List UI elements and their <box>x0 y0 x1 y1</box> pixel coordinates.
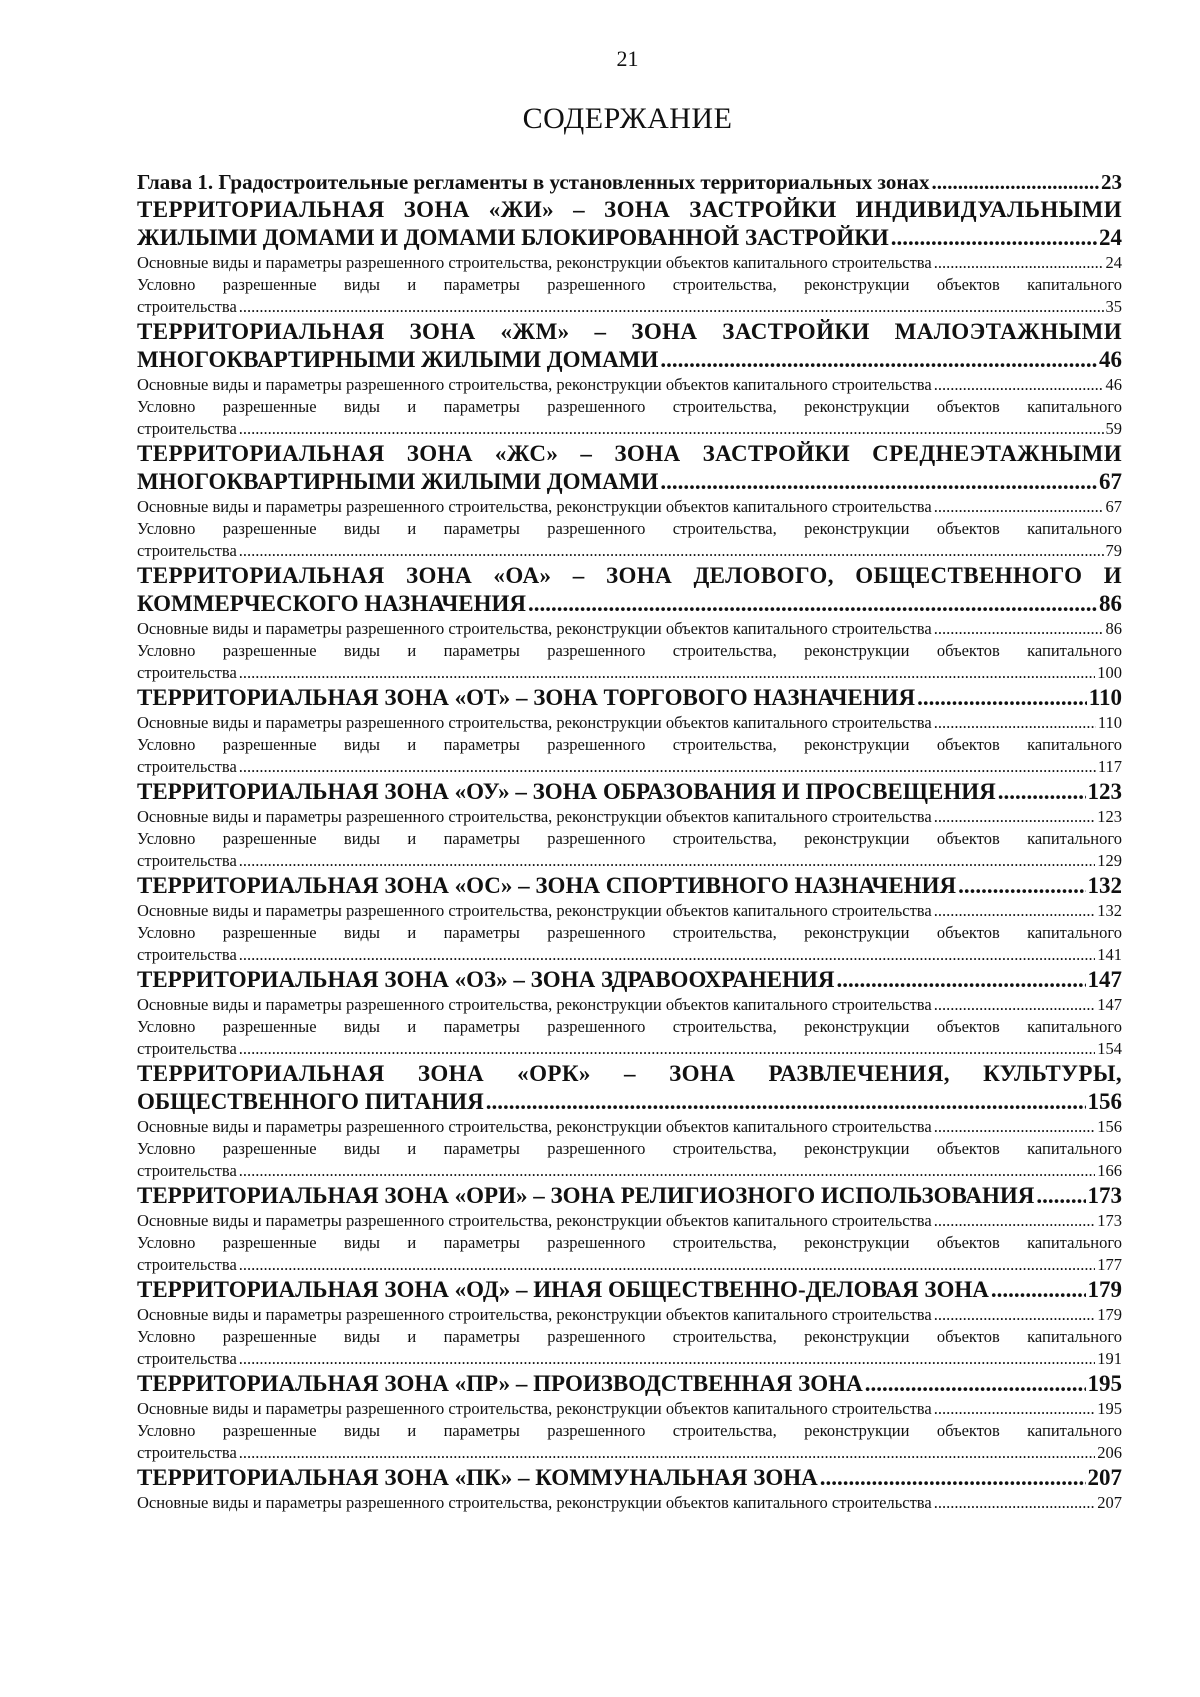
toc-zone-heading-text: ОБЩЕСТВЕННОГО ПИТАНИЯ <box>137 1089 484 1114</box>
toc-zone-heading[interactable] <box>137 872 1122 900</box>
toc-subentry-text: Условно разрешенные виды и параметры разрешенного строительства, реконструкции объектов капитального <box>137 735 1122 754</box>
toc-zone-heading-line <box>137 872 1122 900</box>
leader-dots <box>528 590 1097 618</box>
table-of-contents <box>137 168 1122 1514</box>
leader-dots <box>934 806 1096 828</box>
toc-subentry-main[interactable] <box>137 252 1122 274</box>
leader-dots <box>239 1348 1095 1370</box>
toc-zone-heading[interactable] <box>137 1276 1122 1304</box>
toc-page-number: 147 <box>1097 995 1122 1014</box>
toc-zone-heading[interactable] <box>137 196 1122 252</box>
toc-page-number: 173 <box>1087 1183 1122 1208</box>
toc-zone-heading[interactable] <box>137 778 1122 806</box>
toc-zone-heading-text: МНОГОКВАРТИРНЫМИ ЖИЛЫМИ ДОМАМИ <box>137 347 659 372</box>
toc-subentry-text: строительства <box>137 541 237 560</box>
leader-dots <box>934 1304 1096 1326</box>
toc-subentry-conditional[interactable] <box>137 1016 1122 1060</box>
toc-zone-heading[interactable] <box>137 1464 1122 1492</box>
toc-subentry-text: Основные виды и параметры разрешенного строительства, реконструкции объектов капитального строительства <box>137 1117 932 1136</box>
toc-subentry-text: Основные виды и параметры разрешенного строительства, реконструкции объектов капитального строительства <box>137 995 932 1014</box>
toc-zone-heading[interactable] <box>137 562 1122 618</box>
toc-page-number: 179 <box>1087 1277 1122 1302</box>
toc-page-number: 206 <box>1097 1443 1122 1462</box>
toc-page-number: 166 <box>1097 1161 1122 1180</box>
leader-dots <box>934 496 1104 518</box>
toc-zone-section <box>137 318 1122 440</box>
toc-subentry-line2 <box>137 296 1122 318</box>
toc-zone-heading-line <box>137 346 1122 374</box>
leader-dots <box>239 296 1104 318</box>
toc-subentry-conditional[interactable] <box>137 396 1122 440</box>
toc-zone-heading-text: ТЕРРИТОРИАЛЬНАЯ ЗОНА «ОРИ» – ЗОНА РЕЛИГИОЗНОГО ИСПОЛЬЗОВАНИЯ <box>137 1183 1035 1208</box>
toc-zone-heading-line <box>137 1088 1122 1116</box>
toc-subentry-text: строительства <box>137 1161 237 1180</box>
toc-subentry-line2 <box>137 540 1122 562</box>
toc-subentry-text: Условно разрешенные виды и параметры разрешенного строительства, реконструкции объектов капитального <box>137 519 1122 538</box>
leader-dots <box>934 1210 1096 1232</box>
leader-dots <box>934 374 1104 396</box>
leader-dots <box>239 944 1095 966</box>
toc-subentry-conditional[interactable] <box>137 922 1122 966</box>
toc-page-number: 24 <box>1105 253 1122 272</box>
toc-subentry-line2 <box>137 850 1122 872</box>
toc-page-number: 173 <box>1097 1211 1122 1230</box>
toc-page-number: 129 <box>1097 851 1122 870</box>
toc-zone-heading-text: ТЕРРИТОРИАЛЬНАЯ ЗОНА «ПР» – ПРОИЗВОДСТВЕННАЯ ЗОНА <box>137 1371 863 1396</box>
toc-subentry-text: Условно разрешенные виды и параметры разрешенного строительства, реконструкции объектов капитального <box>137 829 1122 848</box>
toc-subentry-text: Основные виды и параметры разрешенного строительства, реконструкции объектов капитального строительства <box>137 901 932 920</box>
toc-page-number: 86 <box>1099 591 1122 616</box>
toc-subentry-line2 <box>137 1038 1122 1060</box>
toc-zone-heading-text: ЖИЛЫМИ ДОМАМИ И ДОМАМИ БЛОКИРОВАННОЙ ЗАСТРОЙКИ <box>137 225 889 250</box>
toc-zone-heading-line <box>137 1182 1122 1210</box>
leader-dots <box>660 468 1097 496</box>
toc-subentry-line2 <box>137 756 1122 778</box>
toc-zone-section <box>137 778 1122 872</box>
toc-subentry-text: строительства <box>137 663 237 682</box>
toc-zone-heading-line <box>137 1464 1122 1492</box>
toc-subentry-text: Основные виды и параметры разрешенного строительства, реконструкции объектов капитального строительства <box>137 1493 932 1512</box>
toc-page-number: 191 <box>1097 1349 1122 1368</box>
leader-dots <box>891 224 1097 252</box>
toc-page-number: 132 <box>1087 873 1122 898</box>
toc-page-number: 156 <box>1087 1089 1122 1114</box>
toc-page-number: 110 <box>1097 713 1122 732</box>
toc-subentry-text: строительства <box>137 1039 237 1058</box>
toc-subentry-text: Условно разрешенные виды и параметры разрешенного строительства, реконструкции объектов капитального <box>137 397 1122 416</box>
toc-subentry-text: строительства <box>137 297 237 316</box>
toc-zone-section <box>137 1276 1122 1370</box>
toc-page-number: 132 <box>1097 901 1122 920</box>
toc-zone-section <box>137 196 1122 318</box>
toc-subentry-conditional[interactable] <box>137 1326 1122 1370</box>
toc-subentry-main[interactable] <box>137 994 1122 1016</box>
toc-subentry-line2 <box>137 1160 1122 1182</box>
toc-subentry-main[interactable] <box>137 1492 1122 1514</box>
toc-subentry-main[interactable] <box>137 1210 1122 1232</box>
toc-zone-heading-text: КОММЕРЧЕСКОГО НАЗНАЧЕНИЯ <box>137 591 527 616</box>
toc-zone-heading-text: ТЕРРИТОРИАЛЬНАЯ ЗОНА «ОТ» – ЗОНА ТОРГОВОГО НАЗНАЧЕНИЯ <box>137 685 916 710</box>
toc-zone-heading-text: ТЕРРИТОРИАЛЬНАЯ ЗОНА «ОЗ» – ЗОНА ЗДРАВООХРАНЕНИЯ <box>137 967 835 992</box>
toc-page-number: 154 <box>1097 1039 1122 1058</box>
toc-zone-heading-line <box>137 684 1122 712</box>
toc-zone-heading-line1: ТЕРРИТОРИАЛЬНАЯ ЗОНА «ОРК» – ЗОНА РАЗВЛЕЧЕНИЯ, КУЛЬТУРЫ, <box>137 1061 1122 1086</box>
toc-subentry-text: Основные виды и параметры разрешенного строительства, реконструкции объектов капитального строительства <box>137 713 932 732</box>
toc-zone-section <box>137 1464 1122 1514</box>
toc-zone-section <box>137 440 1122 562</box>
toc-page-number: 67 <box>1105 497 1122 516</box>
toc-page-number: 177 <box>1097 1255 1122 1274</box>
toc-zone-heading[interactable] <box>137 318 1122 374</box>
toc-zone-section <box>137 684 1122 778</box>
toc-subentry-main[interactable] <box>137 806 1122 828</box>
toc-zone-heading-line <box>137 966 1122 994</box>
toc-zone-section <box>137 966 1122 1060</box>
toc-zone-heading-text: ТЕРРИТОРИАЛЬНАЯ ЗОНА «ОД» – ИНАЯ ОБЩЕСТВЕННО-ДЕЛОВАЯ ЗОНА <box>137 1277 989 1302</box>
toc-subentry-text: строительства <box>137 419 237 438</box>
toc-subentry-conditional[interactable] <box>137 1138 1122 1182</box>
toc-subentry-conditional[interactable] <box>137 1420 1122 1464</box>
toc-subentry-conditional[interactable] <box>137 640 1122 684</box>
leader-dots <box>239 540 1104 562</box>
toc-page-number: 141 <box>1097 945 1122 964</box>
toc-zone-heading-text: ТЕРРИТОРИАЛЬНАЯ ЗОНА «ПК» – КОММУНАЛЬНАЯ ЗОНА <box>137 1465 818 1490</box>
toc-subentry-main[interactable] <box>137 496 1122 518</box>
toc-subentry-main[interactable] <box>137 1304 1122 1326</box>
toc-page-number: 86 <box>1105 619 1122 638</box>
toc-zone-heading-line1: ТЕРРИТОРИАЛЬНАЯ ЗОНА «ЖМ» – ЗОНА ЗАСТРОЙКИ МАЛОЭТАЖНЫМИ <box>137 319 1122 344</box>
leader-dots <box>934 1492 1096 1514</box>
toc-page-number: 207 <box>1087 1465 1122 1490</box>
toc-zone-section <box>137 562 1122 684</box>
toc-zone-heading-text: МНОГОКВАРТИРНЫМИ ЖИЛЫМИ ДОМАМИ <box>137 469 659 494</box>
leader-dots <box>934 1398 1096 1420</box>
page-title: СОДЕРЖАНИЕ <box>522 102 733 135</box>
leader-dots <box>917 684 1087 712</box>
toc-page-number: 117 <box>1097 757 1122 776</box>
toc-chapter-title: Глава 1. Градостроительные регламенты в установленных территориальных зонах <box>137 170 930 194</box>
toc-zone-list <box>137 196 1122 1514</box>
toc-subentry-conditional[interactable] <box>137 274 1122 318</box>
leader-dots <box>934 900 1096 922</box>
toc-zone-heading-line1: ТЕРРИТОРИАЛЬНАЯ ЗОНА «ОА» – ЗОНА ДЕЛОВОГО, ОБЩЕСТВЕННОГО И <box>137 563 1122 588</box>
toc-zone-heading[interactable] <box>137 440 1122 496</box>
leader-dots <box>820 1464 1086 1492</box>
toc-page-number: 179 <box>1097 1305 1122 1324</box>
toc-subentry-text: Основные виды и параметры разрешенного строительства, реконструкции объектов капитального строительства <box>137 807 932 826</box>
leader-dots <box>660 346 1097 374</box>
toc-subentry-conditional[interactable] <box>137 734 1122 778</box>
toc-subentry-text: строительства <box>137 1255 237 1274</box>
toc-subentry-text: Условно разрешенные виды и параметры разрешенного строительства, реконструкции объектов капитального <box>137 1327 1122 1346</box>
toc-subentry-line2 <box>137 1442 1122 1464</box>
toc-page-number: 195 <box>1087 1371 1122 1396</box>
toc-subentry-text: Условно разрешенные виды и параметры разрешенного строительства, реконструкции объектов капитального <box>137 1017 1122 1036</box>
toc-zone-heading[interactable] <box>137 684 1122 712</box>
toc-page-number: 110 <box>1088 685 1122 710</box>
toc-subentry-line2 <box>137 944 1122 966</box>
toc-subentry-text: Условно разрешенные виды и параметры разрешенного строительства, реконструкции объектов капитального <box>137 1421 1122 1440</box>
toc-zone-heading[interactable] <box>137 1060 1122 1116</box>
leader-dots <box>239 756 1096 778</box>
toc-subentry-text: Основные виды и параметры разрешенного строительства, реконструкции объектов капитального строительства <box>137 619 932 638</box>
leader-dots <box>934 994 1096 1016</box>
leader-dots <box>934 618 1104 640</box>
toc-page-number: 123 <box>1097 807 1122 826</box>
toc-subentry-main[interactable] <box>137 618 1122 640</box>
toc-subentry-text: Основные виды и параметры разрешенного строительства, реконструкции объектов капитального строительства <box>137 1211 932 1230</box>
toc-subentry-text: Основные виды и параметры разрешенного строительства, реконструкции объектов капитального строительства <box>137 1305 932 1324</box>
page-number: 21 <box>616 46 639 71</box>
toc-zone-heading-line1: ТЕРРИТОРИАЛЬНАЯ ЗОНА «ЖИ» – ЗОНА ЗАСТРОЙКИ ИНДИВИДУАЛЬНЫМИ <box>137 197 1122 222</box>
toc-zone-heading-line <box>137 590 1122 618</box>
toc-zone-heading-text: ТЕРРИТОРИАЛЬНАЯ ЗОНА «ОС» – ЗОНА СПОРТИВНОГО НАЗНАЧЕНИЯ <box>137 873 957 898</box>
toc-page-number: 147 <box>1087 967 1122 992</box>
toc-subentry-text: строительства <box>137 945 237 964</box>
leader-dots <box>239 1038 1095 1060</box>
toc-zone-heading-line <box>137 224 1122 252</box>
toc-page-number: 123 <box>1087 779 1122 804</box>
toc-zone-section <box>137 1060 1122 1182</box>
toc-zone-heading-line <box>137 1370 1122 1398</box>
leader-dots <box>991 1276 1086 1304</box>
leader-dots <box>934 252 1104 274</box>
leader-dots <box>239 662 1095 684</box>
leader-dots <box>931 168 1099 196</box>
leader-dots <box>998 778 1086 806</box>
toc-subentry-text: Условно разрешенные виды и параметры разрешенного строительства, реконструкции объектов капитального <box>137 1233 1122 1252</box>
toc-zone-section <box>137 1182 1122 1276</box>
toc-chapter-entry[interactable] <box>137 168 1122 196</box>
toc-subentry-text: строительства <box>137 757 237 776</box>
leader-dots <box>239 1160 1095 1182</box>
toc-subentry-text: строительства <box>137 1443 237 1462</box>
toc-subentry-main[interactable] <box>137 1398 1122 1420</box>
toc-page-number: 46 <box>1099 347 1122 372</box>
leader-dots <box>958 872 1085 900</box>
toc-subentry-conditional[interactable] <box>137 1232 1122 1276</box>
leader-dots <box>1036 1182 1085 1210</box>
toc-subentry-text: Условно разрешенные виды и параметры разрешенного строительства, реконструкции объектов капитального <box>137 275 1122 294</box>
toc-page-number: 79 <box>1105 541 1122 560</box>
toc-subentry-text: Основные виды и параметры разрешенного строительства, реконструкции объектов капитального строительства <box>137 497 932 516</box>
toc-page-number: 100 <box>1097 663 1122 682</box>
toc-subentry-text: Условно разрешенные виды и параметры разрешенного строительства, реконструкции объектов капитального <box>137 1139 1122 1158</box>
toc-page-number: 195 <box>1097 1399 1122 1418</box>
leader-dots <box>486 1088 1086 1116</box>
toc-subentry-main[interactable] <box>137 374 1122 396</box>
toc-zone-section <box>137 872 1122 966</box>
leader-dots <box>934 1116 1096 1138</box>
toc-subentry-line2 <box>137 1348 1122 1370</box>
toc-page-number: 67 <box>1099 469 1122 494</box>
leader-dots <box>239 418 1104 440</box>
toc-subentry-main[interactable] <box>137 712 1122 734</box>
leader-dots <box>934 712 1096 734</box>
toc-zone-heading-line1: ТЕРРИТОРИАЛЬНАЯ ЗОНА «ЖС» – ЗОНА ЗАСТРОЙКИ СРЕДНЕЭТАЖНЫМИ <box>137 441 1122 466</box>
toc-page-number: 24 <box>1099 225 1122 250</box>
toc-subentry-text: строительства <box>137 1349 237 1368</box>
toc-subentry-line2 <box>137 662 1122 684</box>
toc-zone-heading[interactable] <box>137 966 1122 994</box>
toc-zone-section <box>137 1370 1122 1464</box>
leader-dots <box>865 1370 1086 1398</box>
toc-subentry-main[interactable] <box>137 1116 1122 1138</box>
leader-dots <box>239 850 1095 872</box>
leader-dots <box>239 1442 1095 1464</box>
toc-subentry-conditional[interactable] <box>137 518 1122 562</box>
toc-page-number: 35 <box>1105 297 1122 316</box>
toc-page-number: 59 <box>1105 419 1122 438</box>
toc-subentry-text: Условно разрешенные виды и параметры разрешенного строительства, реконструкции объектов капитального <box>137 923 1122 942</box>
toc-page-number: 46 <box>1105 375 1122 394</box>
leader-dots <box>239 1254 1095 1276</box>
toc-subentry-main[interactable] <box>137 900 1122 922</box>
toc-zone-heading-line <box>137 1276 1122 1304</box>
toc-page-number: 156 <box>1097 1117 1122 1136</box>
toc-zone-heading-line <box>137 778 1122 806</box>
toc-subentry-text: строительства <box>137 851 237 870</box>
toc-page-number: 207 <box>1097 1493 1122 1512</box>
toc-zone-heading-text: ТЕРРИТОРИАЛЬНАЯ ЗОНА «ОУ» – ЗОНА ОБРАЗОВАНИЯ И ПРОСВЕЩЕНИЯ <box>137 779 996 804</box>
toc-subentry-text: Основные виды и параметры разрешенного строительства, реконструкции объектов капитального строительства <box>137 253 932 272</box>
toc-zone-heading-line <box>137 468 1122 496</box>
toc-subentry-conditional[interactable] <box>137 828 1122 872</box>
toc-subentry-text: Условно разрешенные виды и параметры разрешенного строительства, реконструкции объектов капитального <box>137 641 1122 660</box>
leader-dots <box>837 966 1086 994</box>
toc-page-number: 23 <box>1101 170 1122 194</box>
toc-subentry-text: Основные виды и параметры разрешенного строительства, реконструкции объектов капитального строительства <box>137 375 932 394</box>
toc-subentry-line2 <box>137 1254 1122 1276</box>
toc-subentry-line2 <box>137 418 1122 440</box>
toc-subentry-text: Основные виды и параметры разрешенного строительства, реконструкции объектов капитального строительства <box>137 1399 932 1418</box>
toc-zone-heading[interactable] <box>137 1182 1122 1210</box>
toc-zone-heading[interactable] <box>137 1370 1122 1398</box>
